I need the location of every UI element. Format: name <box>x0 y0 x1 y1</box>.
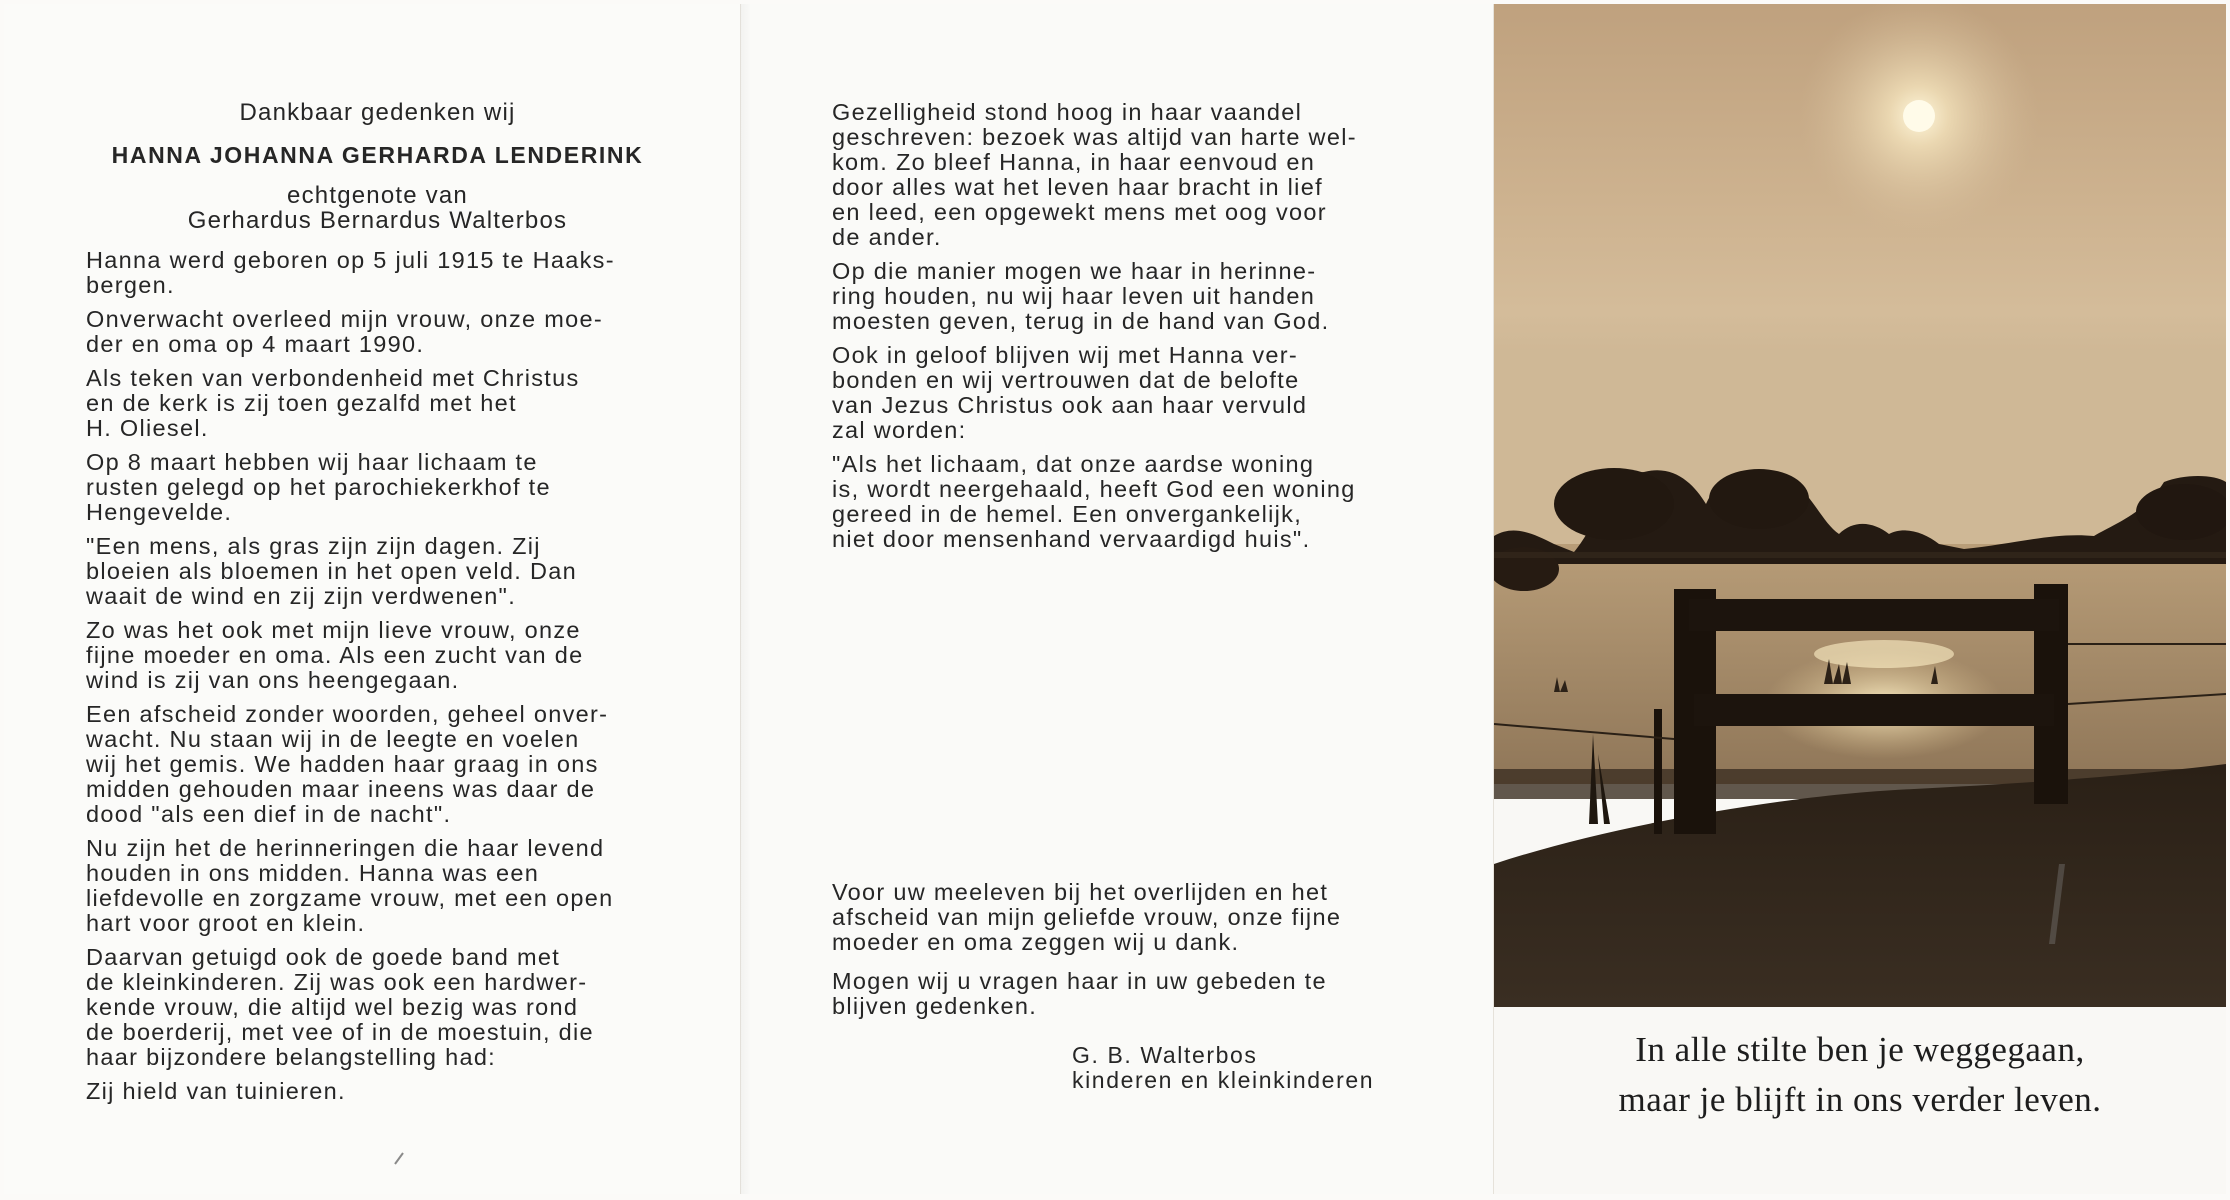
paragraph: Gezelligheid stond hoog in haar vaandel geschreven: bezoek was altijd van harte wel- kom. Zo bleef Hanna, in haar eenvoud en door alles wat het leven haar bracht in lief en leed, een opgewekt mens met oog voor de ander. <box>832 99 1357 250</box>
sunset-landscape-image <box>1494 4 2226 1007</box>
paragraph: "Als het lichaam, dat onze aardse woning is, wordt neergehaald, heeft God een woning gereed in de hemel. Een onvergankelijk, niet door mensenhand vervaardigd huis". <box>832 451 1356 552</box>
spouse-line-1: echtgenote van <box>287 182 468 209</box>
paragraph: Nu zijn het de herinneringen die haar levend houden in ons midden. Hanna was een liefdevolle en zorgzame vrouw, met een open hart voor groot en klein. <box>86 835 614 936</box>
paragraph: Voor uw meeleven bij het overlijden en het afscheid van mijn geliefde vrouw, onze fijne moeder en oma zeggen wij u dank. <box>832 879 1342 955</box>
deceased-name: HANNA JOHANNA GERHARDA LENDERINK <box>111 142 644 168</box>
paragraph: Hanna werd geboren op 5 juli 1915 te Haaks- bergen. <box>86 247 615 298</box>
paragraph: Op die manier mogen we haar in herinne- ring houden, nu wij haar leven uit handen moesten geven, terug in de hand van God. <box>832 258 1330 334</box>
signature-name: G. B. Walterbos <box>1072 1042 1258 1068</box>
paragraph: Op 8 maart hebben wij haar lichaam te rusten gelegd op het parochiekerkhof te Hengevelde. <box>86 449 551 525</box>
paragraph: Daarvan getuigd ook de goede band met de kleinkinderen. Zij was ook een hardwer- kende vrouw, die altijd wel bezig was rond de boerderij, met vee of in de moestuin, die haar bijzondere belangstelling had: <box>86 944 594 1070</box>
intro-text: Dankbaar gedenken wij <box>239 99 516 126</box>
thanks-text <box>832 880 1412 1028</box>
paragraph: Mogen wij u vragen haar in uw gebeden te blijven gedenken. <box>832 968 1327 1019</box>
spouse-line-2: Gerhardus Bernardus Walterbos <box>187 207 568 234</box>
poem-line-1: In alle stilte ben je weggegaan, <box>1635 1030 2085 1069</box>
poem-line-2: maar je blijft in ons verder leven. <box>1618 1080 2102 1119</box>
biography-text <box>86 248 666 1113</box>
poem <box>1494 1025 2226 1125</box>
paragraph: Zo was het ook met mijn lieve vrouw, onze fijne moeder en oma. Als een zucht van de wind is zij van ons heengegaan. <box>86 617 584 693</box>
signature <box>1072 1043 1374 1093</box>
paragraph: "Een mens, als gras zijn zijn dagen. Zij bloeien als bloemen in het open veld. Dan waait de wind en zij zijn verdwenen". <box>86 533 577 609</box>
paragraph: Ook in geloof blijven wij met Hanna ver- bonden en wij vertrouwen dat de belofte van Jezus Christus ook aan haar vervuld zal worden: <box>832 342 1308 443</box>
paragraph: Een afscheid zonder woorden, geheel onver- wacht. Nu staan wij in de leegte en voelen wij het gemis. We hadden haar graag in ons midden gehouden maar ineens was daar de dood "als een dief in de nacht". <box>86 701 609 827</box>
paragraph: Onverwacht overleed mijn vrouw, onze moe- der en oma op 4 maart 1990. <box>86 306 603 357</box>
signature-family: kinderen en kleinkinderen <box>1072 1067 1375 1093</box>
paragraph: Zij hield van tuinieren. <box>86 1078 346 1104</box>
paragraph: Als teken van verbondenheid met Christus en de kerk is zij toen gezalfd met het H. Oliesel. <box>86 365 580 441</box>
ink-smudge <box>392 1150 406 1166</box>
reflection-text <box>832 100 1412 561</box>
